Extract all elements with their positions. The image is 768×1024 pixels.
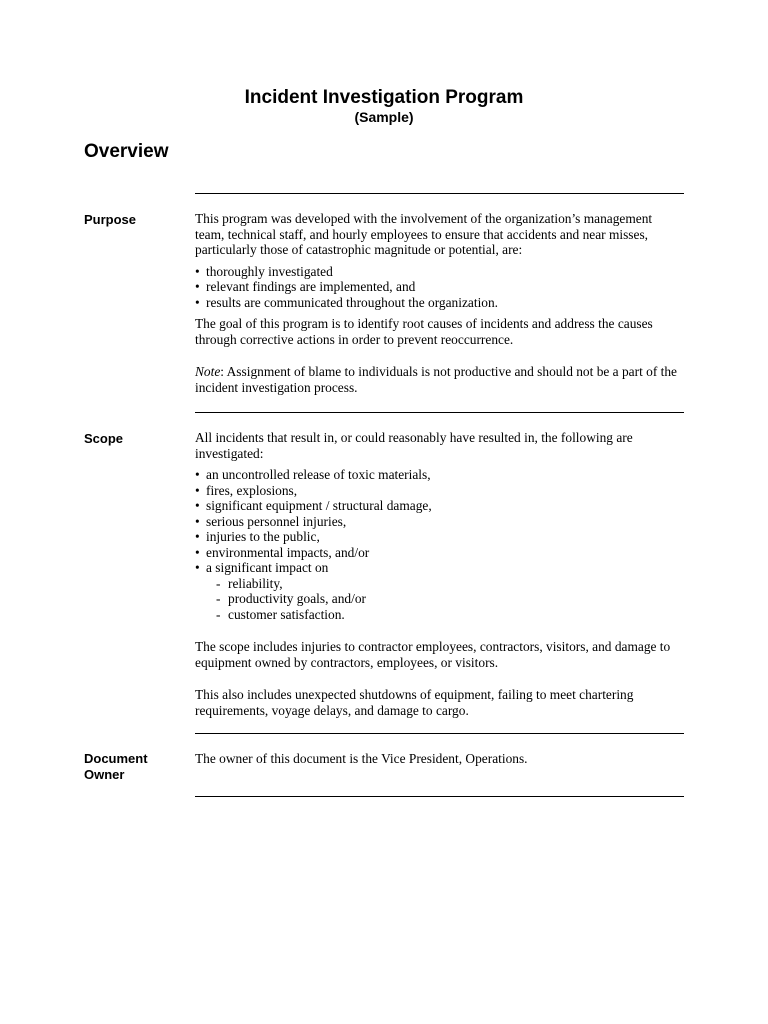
list-item: - productivity goals, and/or	[216, 591, 366, 606]
list-item: • relevant findings are implemented, and	[195, 279, 416, 294]
bullet-icon: •	[195, 263, 200, 279]
purpose-bullet-list	[195, 264, 684, 311]
list-item: • serious personnel injuries,	[195, 513, 347, 529]
list-item: • injuries to the public,	[195, 529, 320, 544]
document-owner-label: Document Owner	[84, 751, 148, 782]
document-owner-text: The owner of this document is the Vice President, Operations.	[195, 751, 528, 766]
bullet-icon: •	[195, 279, 200, 294]
bullet-icon: •	[195, 467, 200, 482]
document-owner-body	[195, 751, 684, 767]
divider-scope	[195, 733, 684, 734]
note-text: : Assignment of blame to individuals is not productive and should not be a part of the incident investigation process.	[195, 364, 677, 395]
bullet-icon: •	[195, 498, 200, 513]
bullet-icon: •	[195, 513, 200, 529]
dash-icon: -	[216, 591, 221, 606]
scope-body	[195, 430, 684, 718]
list-item: • an uncontrolled release of toxic materials,	[195, 467, 431, 482]
dash-icon: -	[216, 606, 221, 622]
bullet-icon: •	[195, 544, 200, 560]
list-item: • significant equipment / structural damage,	[195, 498, 432, 513]
scope-intro: All incidents that result in, or could reasonably have resulted in, the following are investigated:	[195, 430, 633, 461]
divider-bottom	[195, 796, 684, 797]
bullet-icon: •	[195, 560, 200, 575]
section-heading-overview: Overview	[84, 141, 169, 162]
list-item: • a significant impact on	[195, 560, 329, 575]
purpose-note	[195, 364, 684, 395]
document-title: Incident Investigation Program	[244, 87, 524, 108]
dash-icon: -	[216, 575, 221, 591]
bullet-icon: •	[195, 529, 200, 544]
scope-bullet-list	[195, 467, 684, 576]
note-label: Note	[195, 364, 221, 379]
scope-paragraph-shutdowns: This also includes unexpected shutdowns of equipment, failing to meet chartering requirements, voyage delays, and damage to cargo.	[195, 687, 634, 718]
scope-paragraph-contractors: The scope includes injuries to contractor employees, contractors, visitors, and damage to equipment owned by contractors, employees, or visitors.	[195, 639, 671, 670]
purpose-intro: This program was developed with the involvement of the organization’s management team, technical staff, and hourly employees to ensure that accidents and near misses, particularly those of catastrophic magnitude or potential, are:	[195, 211, 653, 257]
purpose-goal: The goal of this program is to identify root causes of incidents and address the causes through corrective actions in order to prevent reoccurrence.	[195, 316, 653, 347]
document-subtitle: (Sample)	[354, 109, 414, 125]
list-item: - customer satisfaction.	[216, 606, 345, 622]
purpose-body	[195, 211, 684, 395]
list-item: • fires, explosions,	[195, 482, 298, 498]
list-item: • results are communicated throughout the organization.	[195, 294, 499, 310]
bullet-icon: •	[195, 482, 200, 498]
scope-label: Scope	[84, 431, 124, 446]
list-item: • thoroughly investigated	[195, 263, 333, 279]
scope-sub-bullet-list	[195, 576, 684, 623]
divider-purpose	[195, 412, 684, 413]
purpose-label: Purpose	[84, 212, 137, 227]
divider-top	[195, 193, 684, 194]
list-item: • environmental impacts, and/or	[195, 544, 370, 560]
bullet-icon: •	[195, 294, 200, 310]
list-item: - reliability,	[216, 575, 283, 591]
